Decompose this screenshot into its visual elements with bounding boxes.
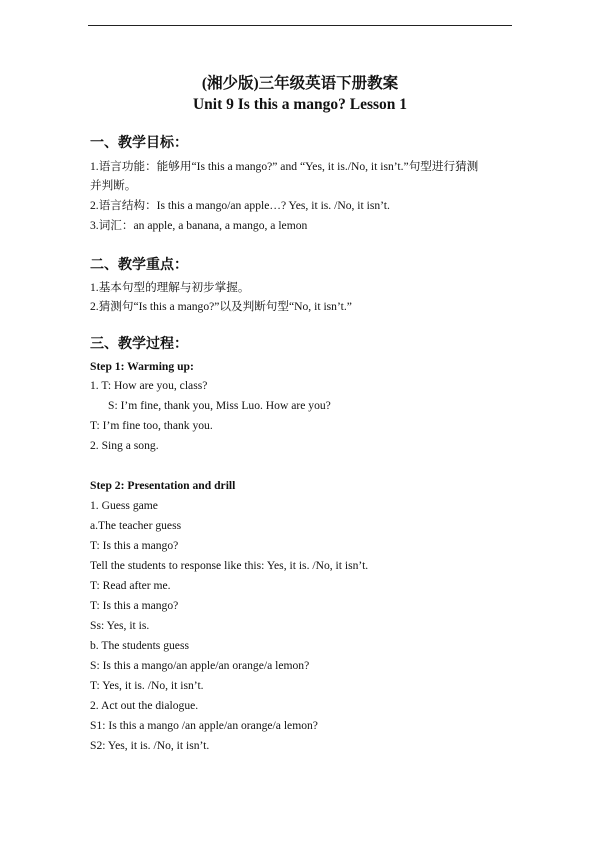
section-heading-process: 三、教学过程： — [90, 337, 188, 352]
step-2-line: T: Yes, it is. /No, it isn’t. — [90, 679, 204, 692]
step-2-line: 1. Guess game — [90, 499, 158, 512]
goals-line-1: 1.语言功能：能够用“Is this a mango?” and “Yes, it is./No, it isn’t.”句型进行猜测 — [90, 160, 479, 173]
document-title-chinese: (湘少版)三年级英语下册教案 — [201, 75, 399, 92]
goals-line-3: 3.词汇：an apple, a banana, a mango, a lemon — [90, 219, 308, 232]
step-2-line: Ss: Yes, it is. — [90, 619, 150, 632]
step-2-line: a.The teacher guess — [90, 519, 182, 532]
step-1-line: T: I’m fine too, thank you. — [90, 419, 213, 432]
step-1-line: S: I’m fine, thank you, Miss Luo. How are you? — [108, 399, 331, 412]
section-heading-goals: 一、教学目标： — [90, 136, 188, 151]
header-rule — [88, 25, 512, 26]
step-2-line: S2: Yes, it is. /No, it isn’t. — [90, 739, 210, 752]
step-2-line: S1: Is this a mango /an apple/an orange/a lemon? — [90, 719, 318, 732]
key-points-line-2: 2.猜测句“Is this a mango?”以及判断句型“No, it isn’t.” — [90, 300, 352, 313]
key-points-line-1: 1.基本句型的理解与初步掌握。 — [90, 281, 250, 294]
step-2-line: Tell the students to response like this: Yes, it is. /No, it isn’t. — [90, 559, 369, 572]
step-2-line: T: Is this a mango? — [90, 599, 179, 612]
section-heading-key-points: 二、教学重点： — [90, 258, 188, 273]
step-2-line: T: Is this a mango? — [90, 539, 179, 552]
step-2-line: b. The students guess — [90, 639, 189, 652]
step-2-line: T: Read after me. — [90, 579, 171, 592]
step-1-line: 2. Sing a song. — [90, 439, 159, 452]
step-2-line: S: Is this a mango/an apple/an orange/a lemon? — [90, 659, 310, 672]
goals-line-1-continued: 并判断。 — [90, 179, 137, 192]
step-1-line: 1. T: How are you, class? — [90, 379, 208, 392]
step-2-title: Step 2: Presentation and drill — [90, 479, 236, 492]
step-2-line: 2. Act out the dialogue. — [90, 699, 199, 712]
goals-line-2: 2.语言结构：Is this a mango/an apple…? Yes, it is. /No, it isn’t. — [90, 199, 390, 212]
step-1-title: Step 1: Warming up: — [90, 360, 194, 373]
document-title-english: Unit 9 Is this a mango? Lesson 1 — [192, 96, 408, 113]
